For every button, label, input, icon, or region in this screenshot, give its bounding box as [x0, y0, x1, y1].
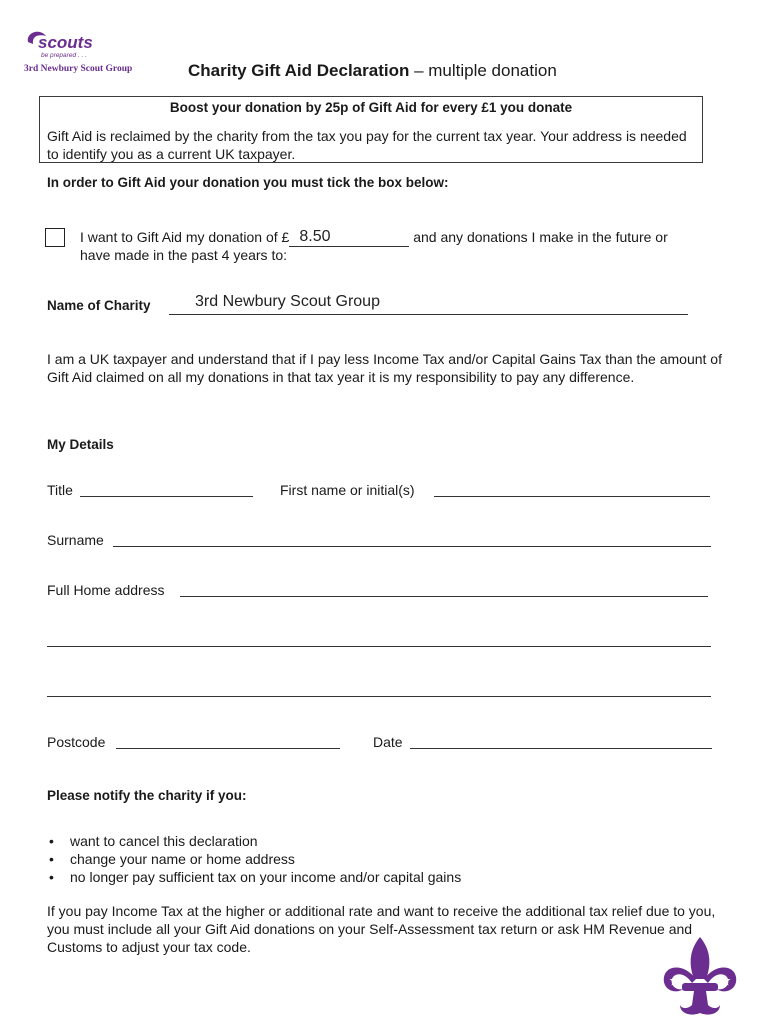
- taxpayer-statement: I am a UK taxpayer and understand that if I pay less Income Tax and/or Capital Gains Tax than the amount of Gift Aid claimed on all my donations in that tax year it is my responsibility to pay any difference.: [47, 351, 722, 385]
- title-rest: – multiple donation: [409, 61, 557, 80]
- higher-rate-note: If you pay Income Tax at the higher or additional rate and want to receive the additional tax relief due to you, you must include all your Gift Aid donations on your Self-Assessment tax return or ask HM Revenue and Customs to adjust your tax code.: [47, 903, 716, 955]
- page-title: [188, 61, 557, 81]
- first-name-field[interactable]: [434, 496, 710, 497]
- boost-heading: Boost your donation by 25p of Gift Aid for every £1 you donate: [169, 100, 573, 115]
- list-item: • want to cancel this declaration: [47, 832, 727, 850]
- scouts-logo-mark: [24, 26, 106, 60]
- title-field[interactable]: [80, 496, 253, 497]
- title-bold: Charity Gift Aid Declaration: [188, 61, 410, 80]
- gift-aid-checkbox[interactable]: [45, 228, 65, 247]
- charity-label: Name of Charity: [47, 298, 151, 313]
- list-item: • no longer pay sufficient tax on your income and/or capital gains: [47, 868, 727, 886]
- address-field-1[interactable]: [180, 596, 708, 597]
- charity-name-field[interactable]: [169, 314, 688, 315]
- declaration-suffix: and any donations I make in the future or: [413, 229, 668, 245]
- notify-list: [47, 832, 727, 886]
- surname-label: Surname: [47, 532, 104, 548]
- logo-tagline: be prepared . . .: [41, 52, 87, 59]
- donation-amount-value: 8.50: [299, 228, 331, 245]
- date-label: Date: [373, 734, 403, 750]
- logo-wordmark: scouts: [38, 33, 93, 52]
- declaration-line-1: [80, 228, 740, 247]
- surname-field[interactable]: [113, 546, 711, 547]
- declaration-prefix: I want to Gift Aid my donation of £: [80, 229, 290, 245]
- group-name: 3rd Newbury Scout Group: [24, 64, 133, 74]
- address-field-3[interactable]: [47, 696, 711, 697]
- fleur-de-lis-icon: [660, 935, 740, 1017]
- charity-name-value: 3rd Newbury Scout Group: [195, 293, 380, 310]
- notify-heading: Please notify the charity if you:: [47, 788, 247, 803]
- donation-amount-field[interactable]: [289, 228, 409, 247]
- list-item: • change your name or home address: [47, 850, 727, 868]
- title-label: Title: [47, 482, 73, 498]
- postcode-field[interactable]: [116, 748, 340, 749]
- date-field[interactable]: [410, 748, 712, 749]
- declaration-line-2: have made in the past 4 years to:: [80, 247, 288, 263]
- scouts-logo: [24, 26, 106, 58]
- address-field-2[interactable]: [47, 646, 711, 647]
- first-name-label: First name or initial(s): [280, 482, 415, 498]
- my-details-heading: My Details: [47, 437, 114, 452]
- address-label: Full Home address: [47, 582, 165, 598]
- postcode-label: Postcode: [47, 734, 106, 750]
- tick-instruction: In order to Gift Aid your donation you must tick the box below:: [47, 175, 449, 190]
- intro-text: Gift Aid is reclaimed by the charity from the tax you pay for the current tax year. Your address is needed to identify you as a current UK taxpayer.: [47, 128, 687, 162]
